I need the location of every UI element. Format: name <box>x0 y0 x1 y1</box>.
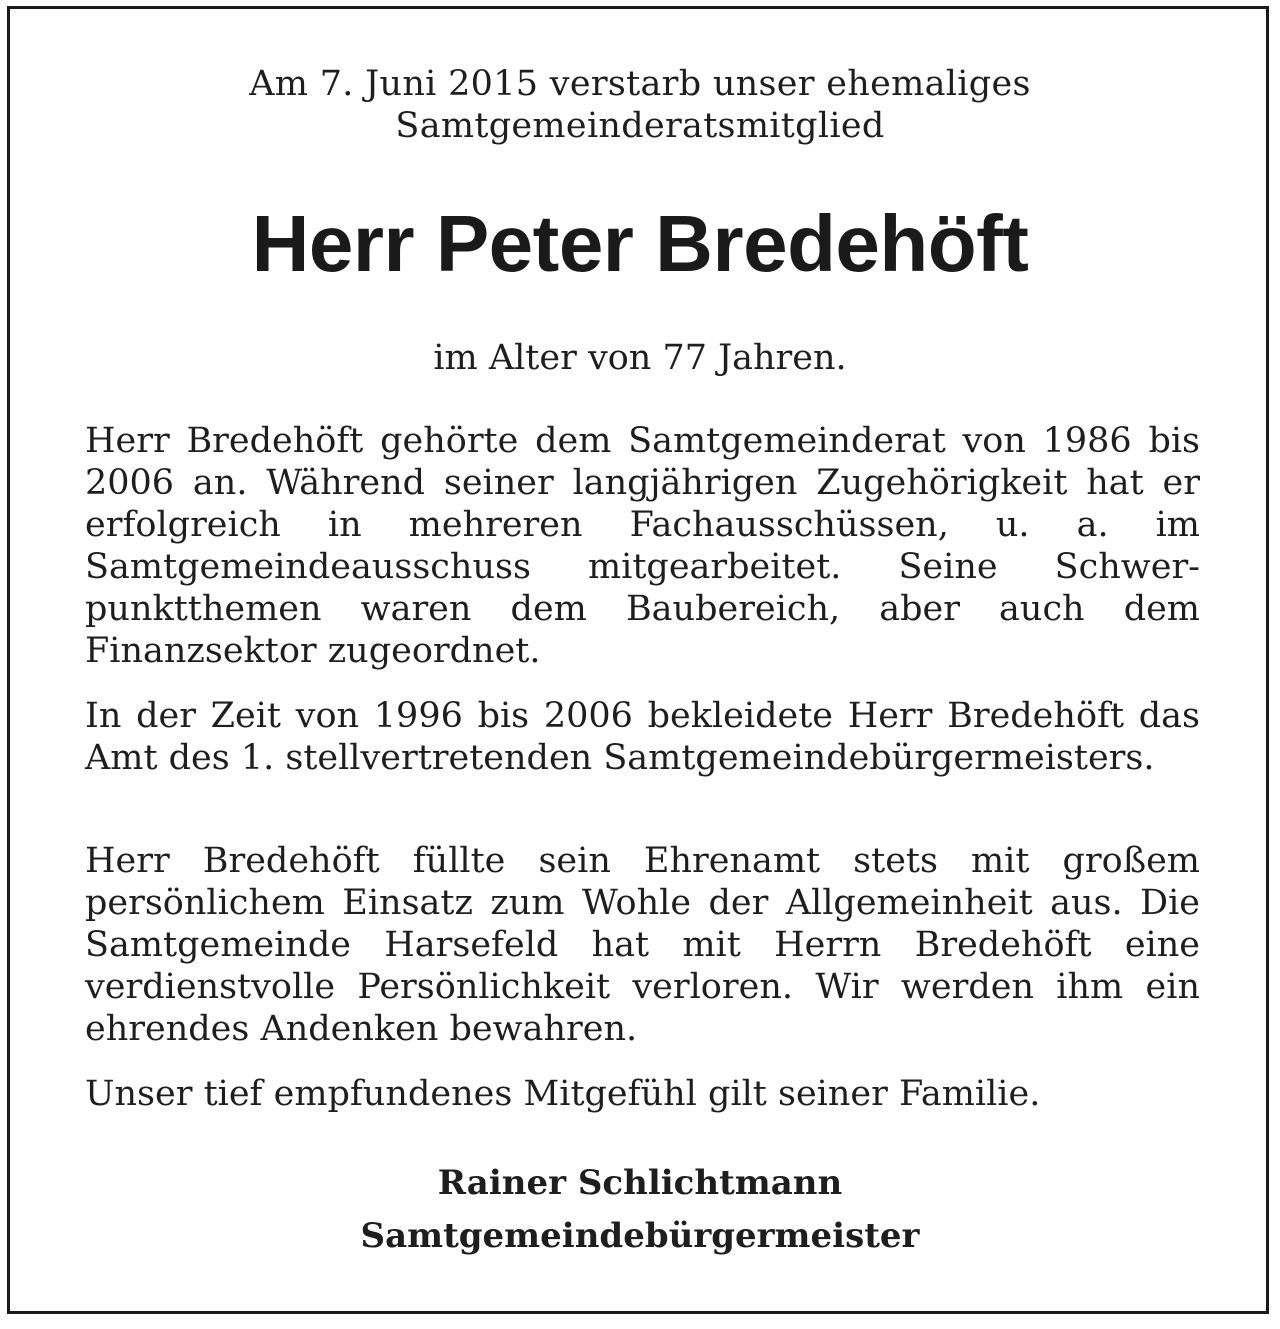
intro-line-1: Am 7. Juni 2015 verstarb unser ehemaliges <box>249 64 1031 104</box>
signatory-name: Rainer Schlichtmann <box>437 1163 843 1203</box>
deceased-name: Herr Peter Bredehöft <box>251 199 1029 288</box>
paragraph-deputy-mayor: In der Zeit von 1996 bis 2006 bekleidete Herr Bredehöft das Amt des 1. stellvertretenden Samtgemeindebürgermeisters. <box>85 696 1200 778</box>
intro-line-2: Samtgemeinderatsmitglied <box>395 106 885 146</box>
paragraph-honorary-office: Herr Bredehöft füllte sein Ehrenamt stets mit großem persönlichem Einsatz zum Wohle der Allgemeinheit aus. Die Samtgemeinde Harsefeld hat mit Herrn Bredehöft eine verdienstvolle Persönlichkeit verloren. Wir werden ihm ein ehrendes Andenken bewahren. <box>85 841 1200 1049</box>
age-line: im Alter von 77 Jahren. <box>433 338 847 378</box>
paragraph-membership: Herr Bredehöft gehörte dem Samtgemeinderat von 1986 bis 2006 an. Während seiner langjährigen Zugehörigkeit hat er erfolgreich in mehreren Fachausschüssen, u. a. im Samtgemeindeausschuss mitgearbeitet. Seine Schwerpunktthemen waren dem Baubereich, aber auch dem Finanzsektor zugeordnet. <box>85 421 1200 671</box>
paragraph-condolence: Unser tief empfundenes Mitgefühl gilt seiner Familie. <box>85 1074 1041 1114</box>
signatory-title: Samtgemeindebürgermeister <box>360 1216 920 1256</box>
